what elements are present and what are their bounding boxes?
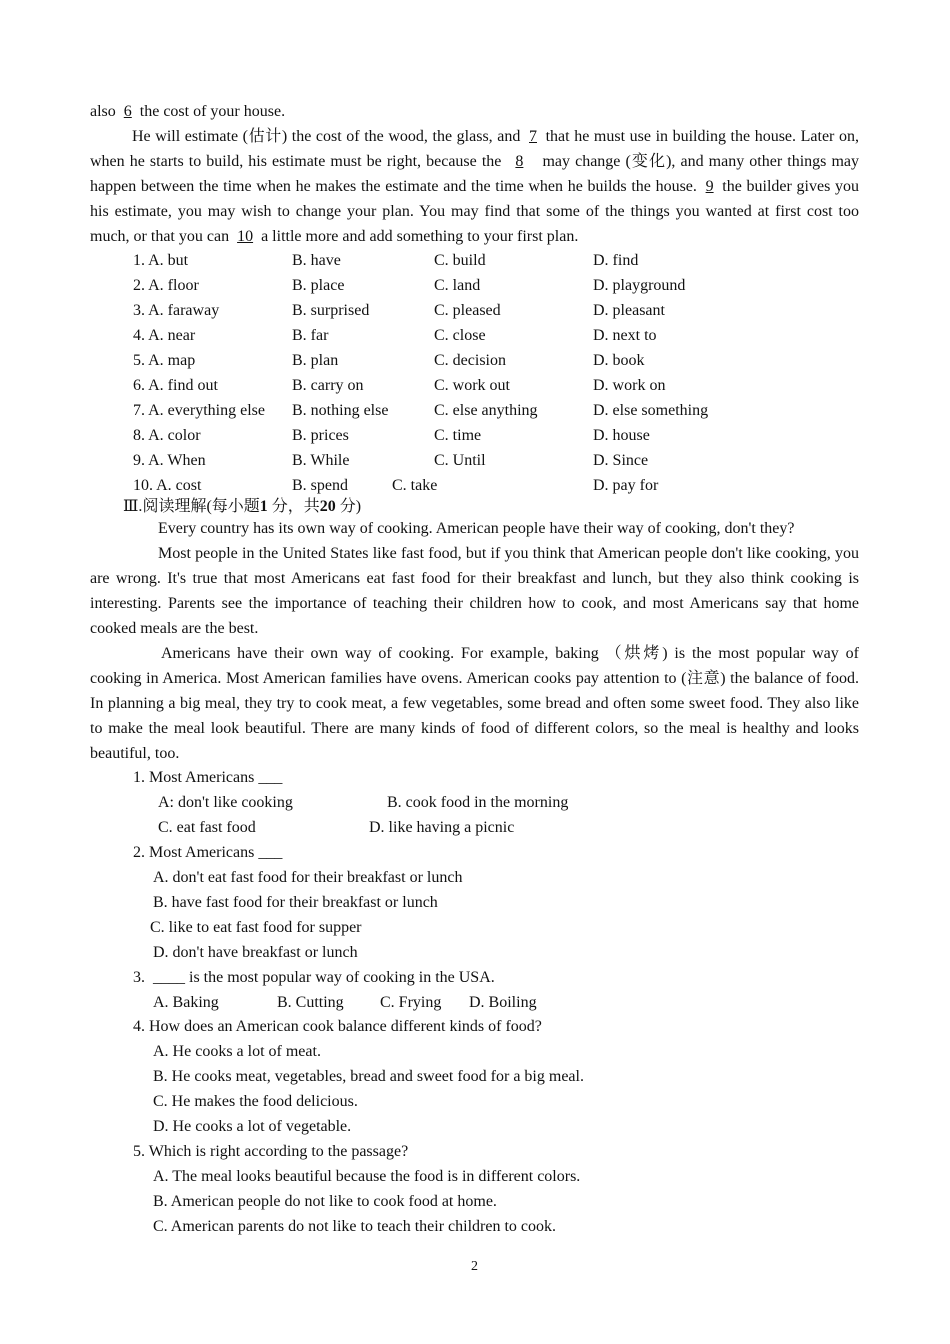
- question: 4. How does an American cook balance different kinds of food?: [133, 1018, 542, 1035]
- question: 5. Which is right according to the passage?: [133, 1143, 409, 1160]
- option-1-d: D. find: [593, 252, 639, 269]
- option-5-d: D. book: [593, 352, 645, 369]
- option-9-a: 9. A. When: [133, 452, 206, 469]
- option: C. He makes the food delicious.: [153, 1093, 358, 1110]
- option-7-c: C. else anything: [434, 402, 538, 419]
- passage-paragraph: Most people in the United States like fast food, but if you think that American people don't like cooking, you are wrong. It's true that most Americans eat fast food for their breakfast and lunch, but they also think cooking is interesting. Parents see the importance of teaching their children how to cook, and most Americans say that home cooked meals are the best.: [90, 545, 859, 637]
- option: C. eat fast food: [158, 819, 256, 836]
- option-6-d: D. work on: [593, 377, 666, 394]
- question: 2. Most Americans ___: [133, 844, 283, 861]
- option-2-b: B. place: [292, 277, 345, 294]
- blank-9: 9: [705, 178, 714, 195]
- option-10-c: C. take: [392, 477, 438, 494]
- option-4-a: 4. A. near: [133, 327, 196, 344]
- option: B. have fast food for their breakfast or lunch: [153, 894, 438, 911]
- option: D. He cooks a lot of vegetable.: [153, 1118, 352, 1135]
- option-7-d: D. else something: [593, 402, 709, 419]
- option: D. like having a picnic: [369, 819, 515, 836]
- option-9-c: C. Until: [434, 452, 486, 469]
- option-8-a: 8. A. color: [133, 427, 201, 444]
- option-3-a: 3. A. faraway: [133, 302, 220, 319]
- option: C. American parents do not like to teach their children to cook.: [153, 1218, 556, 1235]
- option-8-b: B. prices: [292, 427, 349, 444]
- text: Ⅲ.: [123, 498, 143, 515]
- text: 1: [259, 498, 268, 515]
- option: B. American people do not like to cook food at home.: [153, 1193, 497, 1210]
- option-1-b: B. have: [292, 252, 341, 269]
- passage-paragraph: Americans have their own way of cooking. For example, baking （烘烤) is the most popular way of cooking in America. Most American families have ovens. American cooks pay attention to (注意) the balance of food. In planning a big meal, they try to cook meat, a few vegetables, some bread and often some sweet food. They also like to make the meal look beautiful. There are many kinds of food of different colors, so the meal is healthy and looks beautiful, too.: [90, 645, 859, 762]
- option-7-a: 7. A. everything else: [133, 402, 265, 419]
- option-10-b: B. spend: [292, 477, 348, 494]
- text: He will estimate (估计) the cost of the wood, the glass, and: [132, 128, 525, 145]
- text: 分，共: [271, 498, 320, 515]
- option: A. He cooks a lot of meat.: [153, 1043, 321, 1060]
- option: A. The meal looks beautiful because the food is in different colors.: [153, 1168, 581, 1185]
- text: 20: [319, 498, 336, 515]
- option-6-b: B. carry on: [292, 377, 364, 394]
- option: D. don't have breakfast or lunch: [153, 944, 358, 961]
- option-4-b: B. far: [292, 327, 329, 344]
- text: may change (变化), and many other things may happen between the time when he makes the estimate and the time when he builds the house.: [90, 153, 860, 195]
- option-8-c: C. time: [434, 427, 482, 444]
- text: 阅读理解(每小题: [142, 498, 260, 515]
- option: A. don't eat fast food for their breakfast or lunch: [153, 869, 463, 886]
- question: 1. Most Americans ___: [133, 769, 283, 786]
- option: B. He cooks meat, vegetables, bread and sweet food for a big meal.: [153, 1068, 584, 1085]
- blank-8: 8: [515, 153, 524, 170]
- option-2-a: 2. A. floor: [133, 277, 199, 294]
- option-10-d: D. pay for: [593, 477, 659, 494]
- passage-paragraph: Every country has its own way of cooking. American people have their way of cooking, don't they?: [158, 520, 795, 537]
- option-3-c: C. pleased: [434, 302, 501, 319]
- option-3-b: B. surprised: [292, 302, 370, 319]
- option-7-b: B. nothing else: [292, 402, 389, 419]
- option-2-d: D. playground: [593, 277, 686, 294]
- text: that he must use in building the house. Later on, when he starts to build, his estimate must be right, because the: [90, 128, 859, 170]
- option-5-c: C. decision: [434, 352, 506, 369]
- option-6-c: C. work out: [434, 377, 510, 394]
- cloze-line: [90, 99, 285, 124]
- option: C. like to eat fast food for supper: [150, 919, 362, 936]
- blank-7: 7: [529, 128, 537, 145]
- option-3-d: D. pleasant: [593, 302, 665, 319]
- question: 3. ____ is the most popular way of cooking in the USA.: [133, 969, 495, 986]
- option: D. Boiling: [469, 994, 537, 1011]
- text: a little more and add something to your first plan.: [257, 228, 579, 245]
- text: 分): [339, 498, 362, 515]
- blank-6: 6: [123, 103, 132, 120]
- option-1-c: C. build: [434, 252, 486, 269]
- text: also: [90, 103, 120, 120]
- cloze-paragraph: [90, 124, 859, 249]
- option-5-b: B. plan: [292, 352, 339, 369]
- option-1-a: 1. A. but: [133, 252, 189, 269]
- option-6-a: 6. A. find out: [133, 377, 218, 394]
- option-8-d: D. house: [593, 427, 650, 444]
- option-2-c: C. land: [434, 277, 481, 294]
- option: B. Cutting: [277, 994, 344, 1011]
- blank-10: 10: [237, 228, 254, 245]
- option-9-b: B. While: [292, 452, 350, 469]
- option: C. Frying: [380, 994, 442, 1011]
- option-4-d: D. next to: [593, 327, 657, 344]
- option-10-a: 10. A. cost: [133, 477, 202, 494]
- option: B. cook food in the morning: [387, 794, 569, 811]
- text: the cost of your house.: [135, 103, 286, 120]
- page-number: 2: [471, 1259, 478, 1274]
- text: the builder gives you his estimate, you may wish to change your plan. You may find that some of the things you wanted at first cost too much, or that you can: [90, 178, 860, 245]
- option: A: don't like cooking: [158, 794, 293, 811]
- option: A. Baking: [153, 994, 219, 1011]
- option-4-c: C. close: [434, 327, 486, 344]
- option-9-d: D. Since: [593, 452, 649, 469]
- option-5-a: 5. A. map: [133, 352, 196, 369]
